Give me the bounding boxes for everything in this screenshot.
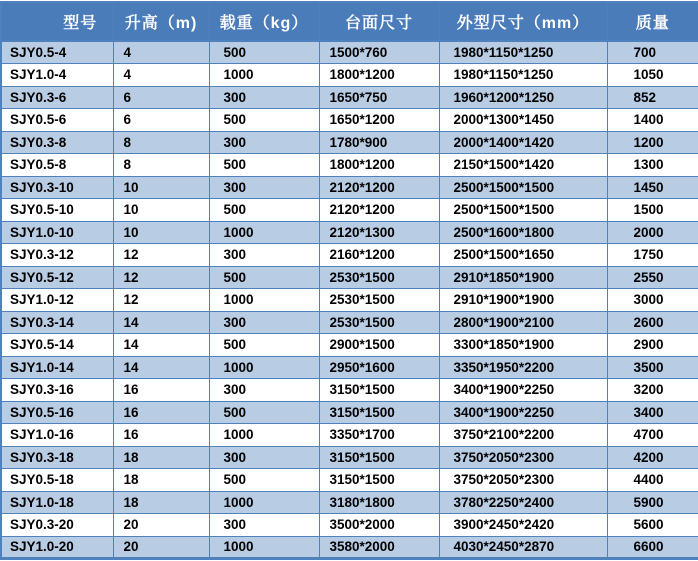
cell: 4400 [607,469,698,492]
col-header-platform-size: 台面尺寸 [319,2,439,41]
cell: 3200 [607,379,698,402]
cell: 500 [209,266,319,289]
cell: 4030*2450*2870 [439,536,607,559]
cell: SJY1.0-18 [1,491,113,514]
table-row [1,64,698,87]
cell: 500 [209,334,319,357]
cell: 1400 [607,109,698,132]
table-row [1,379,698,402]
table-row [1,446,698,469]
cell: 2530*1500 [319,289,439,312]
table-row [1,109,698,132]
cell: 18 [113,446,209,469]
table-row [1,199,698,222]
cell: 1800*1200 [319,64,439,87]
cell: 1650*750 [319,86,439,109]
cell: 10 [113,199,209,222]
cell: SJY0.5-8 [1,154,113,177]
col-header-load-capacity: 载重（kg） [209,2,319,41]
cell: 1200 [607,131,698,154]
cell: 1000 [209,491,319,514]
cell: 2500*1500*1500 [439,176,607,199]
cell: 3750*2050*2300 [439,469,607,492]
cell: 1000 [209,64,319,87]
cell: 3300*1850*1900 [439,334,607,357]
col-header-lift-height: 升高（m) [113,2,209,41]
cell: 3580*2000 [319,536,439,559]
cell: 300 [209,176,319,199]
cell: SJY0.5-18 [1,469,113,492]
cell: SJY0.5-4 [1,41,113,64]
cell: 3500*2000 [319,514,439,537]
table-row [1,41,698,64]
cell: 3750*2050*2300 [439,446,607,469]
cell: 2120*1200 [319,176,439,199]
table-row [1,536,698,559]
table-row [1,356,698,379]
cell: 2000*1300*1450 [439,109,607,132]
cell: SJY0.3-10 [1,176,113,199]
cell: 8 [113,154,209,177]
cell: 3750*2100*2200 [439,424,607,447]
cell: 1500*760 [319,41,439,64]
cell: 1000 [209,536,319,559]
table-row [1,469,698,492]
header-row [1,2,698,41]
cell: 700 [607,41,698,64]
cell: 12 [113,266,209,289]
table-row [1,311,698,334]
cell: 14 [113,311,209,334]
table-row [1,86,698,109]
cell: SJY1.0-12 [1,289,113,312]
table-body [1,41,698,559]
table-row [1,491,698,514]
cell: 18 [113,469,209,492]
cell: 2150*1500*1420 [439,154,607,177]
cell: 2530*1500 [319,266,439,289]
cell: 3400*1900*2250 [439,401,607,424]
cell: 1500 [607,199,698,222]
cell: 1300 [607,154,698,177]
table-row [1,244,698,267]
cell: 2120*1300 [319,221,439,244]
cell: SJY1.0-10 [1,221,113,244]
cell: 2500*1500*1500 [439,199,607,222]
cell: 3150*1500 [319,469,439,492]
cell: 3000 [607,289,698,312]
cell: 1050 [607,64,698,87]
cell: 1980*1150*1250 [439,41,607,64]
cell: 1750 [607,244,698,267]
cell: 500 [209,199,319,222]
cell: 4 [113,41,209,64]
cell: 2530*1500 [319,311,439,334]
cell: 852 [607,86,698,109]
cell: SJY0.3-20 [1,514,113,537]
cell: 10 [113,221,209,244]
cell: 2500*1500*1650 [439,244,607,267]
cell: 300 [209,244,319,267]
cell: 3350*1700 [319,424,439,447]
cell: 8 [113,131,209,154]
cell: 2800*1900*2100 [439,311,607,334]
cell: SJY1.0-4 [1,64,113,87]
cell: 500 [209,109,319,132]
cell: SJY0.5-10 [1,199,113,222]
cell: 20 [113,514,209,537]
cell: SJY0.3-6 [1,86,113,109]
cell: 300 [209,379,319,402]
cell: 1450 [607,176,698,199]
cell: SJY1.0-16 [1,424,113,447]
table-row [1,176,698,199]
cell: 16 [113,424,209,447]
cell: 6 [113,109,209,132]
cell: 1000 [209,221,319,244]
cell: 12 [113,289,209,312]
lift-spec-table [0,1,698,560]
table-row [1,401,698,424]
cell: 1780*900 [319,131,439,154]
cell: SJY1.0-14 [1,356,113,379]
cell: 3400 [607,401,698,424]
cell: 300 [209,446,319,469]
cell: 1000 [209,424,319,447]
cell: 300 [209,514,319,537]
cell: SJY0.3-14 [1,311,113,334]
col-header-overall-size: 外型尺寸（mm） [439,2,607,41]
cell: 6600 [607,536,698,559]
cell: 20 [113,536,209,559]
table-row [1,131,698,154]
cell: 1980*1150*1250 [439,64,607,87]
cell: 1960*1200*1250 [439,86,607,109]
cell: 5900 [607,491,698,514]
cell: 500 [209,41,319,64]
cell: 3180*1800 [319,491,439,514]
cell: 2900*1500 [319,334,439,357]
cell: 10 [113,176,209,199]
cell: 2000*1400*1420 [439,131,607,154]
cell: 2600 [607,311,698,334]
cell: 16 [113,401,209,424]
cell: 1650*1200 [319,109,439,132]
cell: 3900*2450*2420 [439,514,607,537]
cell: 14 [113,334,209,357]
col-header-mass: 质量 [607,2,698,41]
cell: 500 [209,469,319,492]
cell: 1800*1200 [319,154,439,177]
cell: SJY0.5-12 [1,266,113,289]
cell: 4700 [607,424,698,447]
cell: 3150*1500 [319,401,439,424]
cell: SJY0.3-18 [1,446,113,469]
cell: SJY0.5-6 [1,109,113,132]
cell: 12 [113,244,209,267]
cell: 1000 [209,356,319,379]
cell: 3400*1900*2250 [439,379,607,402]
cell: 14 [113,356,209,379]
col-header-model: 型号 [1,2,113,41]
table-row [1,154,698,177]
cell: 300 [209,131,319,154]
cell: 18 [113,491,209,514]
cell: 6 [113,86,209,109]
table-row [1,424,698,447]
cell: 2900 [607,334,698,357]
cell: 3150*1500 [319,379,439,402]
cell: 3350*1950*2200 [439,356,607,379]
cell: 2120*1200 [319,199,439,222]
table-row [1,514,698,537]
table-row [1,334,698,357]
cell: SJY0.3-16 [1,379,113,402]
cell: SJY0.5-16 [1,401,113,424]
cell: 2500*1600*1800 [439,221,607,244]
table-row [1,266,698,289]
cell: SJY0.3-8 [1,131,113,154]
cell: 5600 [607,514,698,537]
cell: 300 [209,311,319,334]
cell: 4 [113,64,209,87]
cell: 1000 [209,289,319,312]
cell: SJY1.0-20 [1,536,113,559]
cell: 300 [209,86,319,109]
table-row [1,221,698,244]
cell: SJY0.3-12 [1,244,113,267]
cell: 2000 [607,221,698,244]
cell: 500 [209,154,319,177]
cell: 2910*1900*1900 [439,289,607,312]
table-row [1,289,698,312]
cell: 4200 [607,446,698,469]
cell: 2550 [607,266,698,289]
cell: SJY0.5-14 [1,334,113,357]
cell: 2950*1600 [319,356,439,379]
cell: 3780*2250*2400 [439,491,607,514]
cell: 3500 [607,356,698,379]
cell: 2910*1850*1900 [439,266,607,289]
cell: 16 [113,379,209,402]
cell: 500 [209,401,319,424]
cell: 3150*1500 [319,446,439,469]
cell: 2160*1200 [319,244,439,267]
